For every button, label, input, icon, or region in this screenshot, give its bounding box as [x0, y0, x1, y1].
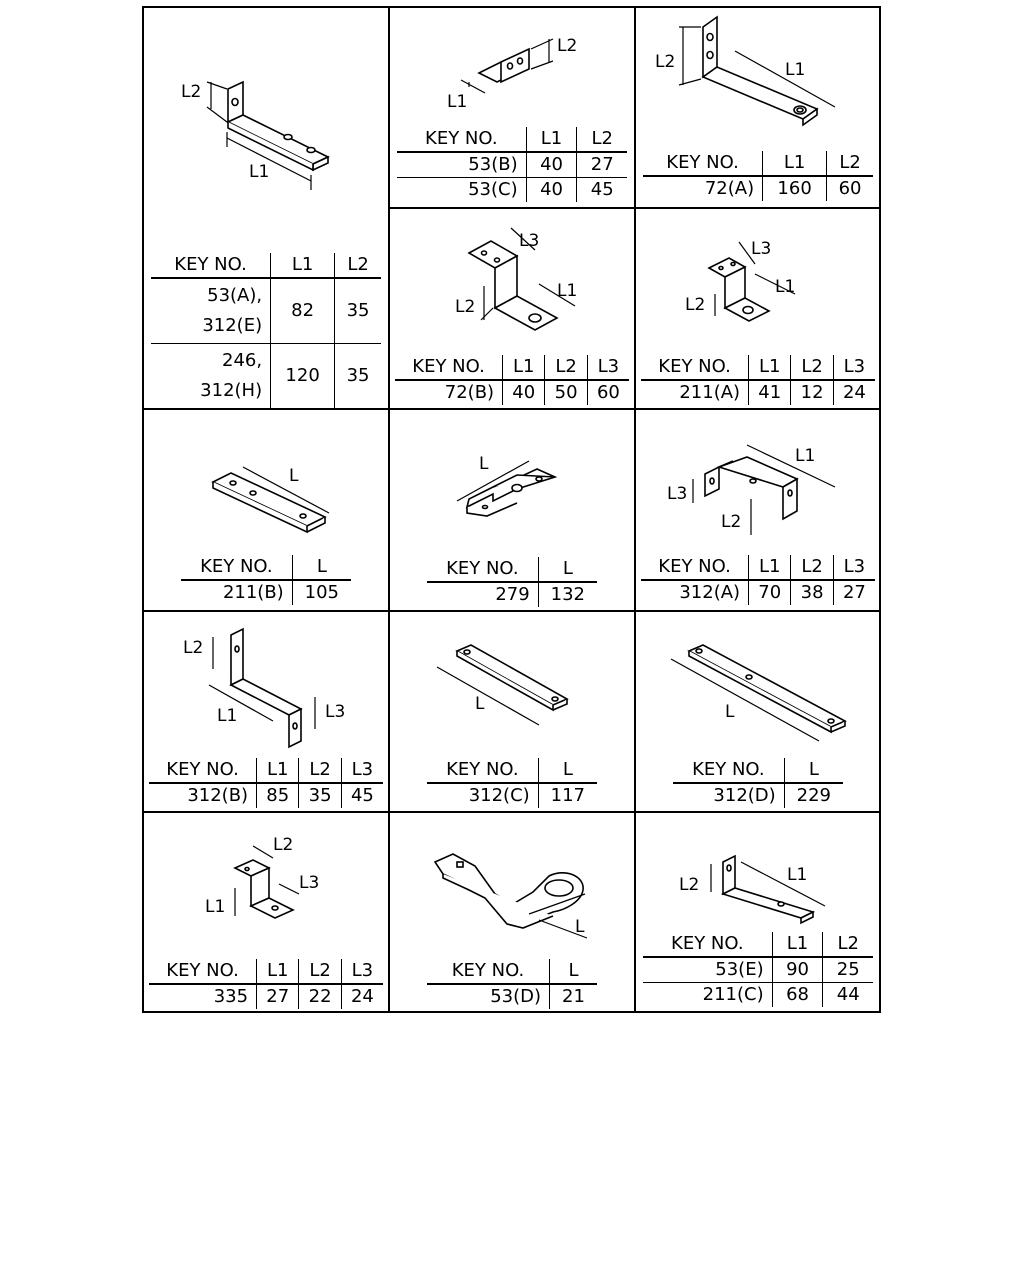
dimension-table [151, 253, 381, 408]
col-l3: L3 [833, 555, 875, 580]
key-no: 211(B) [222, 582, 284, 603]
value-l1: 40 [526, 152, 577, 178]
dimension-table [427, 959, 597, 1009]
col-l1: L1 [503, 355, 545, 380]
col-key: KEY NO. [427, 557, 538, 582]
cell-bracket-279 [389, 409, 635, 611]
value-l1: 40 [503, 380, 545, 405]
dimension-label-l: L [479, 454, 489, 474]
strap-drawing [389, 611, 635, 751]
table-row [395, 380, 629, 405]
table-row [427, 582, 597, 607]
value-l1: 27 [257, 984, 299, 1009]
key-no: 335 [213, 986, 249, 1007]
col-l2: L2 [791, 355, 833, 380]
cell-bracket-53a-246 [143, 7, 389, 409]
value-l3: 60 [587, 380, 629, 405]
col-key: KEY NO. [395, 355, 503, 380]
col-key: KEY NO. [643, 932, 772, 957]
key-no: 246, [222, 350, 263, 371]
col-l1: L1 [271, 253, 335, 278]
col-l: L [550, 959, 598, 984]
dimension-table [643, 932, 873, 1007]
value-l1: 120 [271, 344, 335, 409]
value-l1: 70 [749, 580, 791, 605]
key-no: 312(B) [187, 785, 249, 806]
value-l2: 27 [577, 152, 627, 178]
value-l2: 35 [299, 783, 341, 808]
key-no: 53(C) [397, 178, 526, 203]
col-l3: L3 [341, 959, 383, 984]
table-row [151, 344, 381, 409]
col-key: KEY NO. [149, 959, 257, 984]
dimension-label-l1: L1 [205, 897, 226, 917]
dimension-label-l2: L2 [181, 82, 202, 102]
small-bracket-drawing [389, 7, 635, 127]
value-l: 132 [538, 582, 597, 607]
dimension-label-l2: L2 [273, 835, 294, 855]
col-l1: L1 [526, 127, 577, 152]
dimension-label-l2: L2 [557, 36, 578, 56]
key-no: 211(C) [643, 983, 772, 1008]
col-l2: L2 [299, 758, 341, 783]
dimension-table [427, 557, 597, 607]
dimension-label-l3: L3 [325, 702, 346, 722]
col-l2: L2 [299, 959, 341, 984]
dimension-label-l2: L2 [685, 295, 706, 315]
value-l2: 60 [827, 176, 873, 201]
cell-bracket-312b [143, 611, 389, 812]
small-z-bracket-drawing [635, 208, 880, 353]
col-key: KEY NO. [149, 758, 257, 783]
value-l1: 85 [257, 783, 299, 808]
table-row [397, 178, 627, 203]
dimension-label-l: L [575, 917, 585, 937]
col-key: KEY NO. [641, 355, 749, 380]
col-l: L [538, 557, 597, 582]
value-l1: 160 [763, 176, 827, 201]
table-row [643, 957, 873, 983]
key-no: 312(A) [679, 582, 741, 603]
col-l2: L2 [577, 127, 627, 152]
value-l: 229 [784, 783, 843, 808]
dimension-label-l1: L1 [795, 446, 816, 466]
col-l1: L1 [772, 932, 823, 957]
cell-bracket-72a [635, 7, 880, 208]
table-row [641, 380, 875, 405]
col-key: KEY NO. [151, 253, 271, 278]
value-l2: 50 [545, 380, 587, 405]
value-l2: 22 [299, 984, 341, 1009]
table-row [427, 984, 597, 1009]
key-no: 312(D) [713, 785, 776, 806]
step-bracket-drawing [143, 812, 389, 952]
table-row [149, 984, 383, 1009]
offset-plate-drawing [389, 409, 635, 549]
col-l1: L1 [749, 555, 791, 580]
cell-bracket-312d [635, 611, 880, 812]
dimension-label-l3: L3 [667, 484, 688, 504]
table-row [397, 152, 627, 178]
dimension-label-l: L [725, 702, 735, 722]
col-l3: L3 [587, 355, 629, 380]
value-l3: 24 [341, 984, 383, 1009]
key-no: 72(A) [704, 178, 755, 199]
key-no: 53(D) [490, 986, 541, 1007]
col-l2: L2 [823, 932, 873, 957]
cell-bracket-53d [389, 812, 635, 1012]
dimension-label-l1: L1 [249, 162, 270, 182]
dimension-label-l2: L2 [679, 875, 700, 895]
key-no: 72(B) [444, 382, 495, 403]
table-row [643, 983, 873, 1008]
cell-bracket-53e-211c [635, 812, 880, 1012]
key-no: 211(A) [679, 382, 741, 403]
key-no: 312(H) [200, 380, 263, 401]
u-bracket-drawing [143, 611, 389, 756]
col-l2: L2 [827, 151, 873, 176]
col-l1: L1 [763, 151, 827, 176]
value-l2: 44 [823, 983, 873, 1008]
dimension-table [427, 758, 597, 808]
col-key: KEY NO. [641, 555, 749, 580]
long-l-bracket-drawing [635, 7, 880, 147]
key-no: 312(C) [468, 785, 530, 806]
value-l3: 45 [341, 783, 383, 808]
col-l2: L2 [545, 355, 587, 380]
col-l3: L3 [341, 758, 383, 783]
dimension-table [149, 959, 383, 1009]
cell-bracket-72b [389, 208, 635, 409]
key-no: 312(E) [202, 315, 263, 336]
value-l2: 12 [791, 380, 833, 405]
dimension-label-l3: L3 [519, 231, 540, 251]
key-no: 53(E) [715, 959, 764, 980]
dimension-table [641, 555, 875, 605]
col-l: L [784, 758, 843, 783]
cell-bracket-312c [389, 611, 635, 812]
table-row [149, 783, 383, 808]
col-l1: L1 [257, 758, 299, 783]
dimension-label-l1: L1 [217, 706, 238, 726]
dimension-table [643, 151, 873, 201]
col-l2: L2 [791, 555, 833, 580]
col-key: KEY NO. [643, 151, 763, 176]
dimension-label-l: L [475, 694, 485, 714]
value-l3: 27 [833, 580, 875, 605]
value-l: 105 [292, 580, 351, 605]
dimension-label-l1: L1 [775, 277, 796, 297]
value-l2: 35 [335, 344, 381, 409]
long-strap-drawing [635, 611, 880, 751]
cell-bracket-312a [635, 409, 880, 611]
dimension-label-l2: L2 [721, 512, 742, 532]
key-no: 53(B) [468, 154, 518, 175]
small-l-bracket-drawing [635, 812, 880, 932]
value-l3: 24 [833, 380, 875, 405]
col-key: KEY NO. [427, 959, 550, 984]
dimension-label-l1: L1 [447, 92, 468, 112]
dimension-label-l1: L1 [787, 865, 808, 885]
hat-bracket-drawing [635, 409, 880, 549]
key-no: 53(A), [207, 285, 263, 306]
dimension-table [641, 355, 875, 405]
dimension-label-l2: L2 [655, 52, 676, 72]
value-l1: 90 [772, 957, 823, 983]
dimension-label-l1: L1 [557, 281, 578, 301]
z-bracket-drawing [389, 208, 635, 353]
table-row [427, 783, 597, 808]
dimension-table [395, 355, 629, 405]
table-row [181, 580, 351, 605]
dimension-label-l3: L3 [299, 873, 320, 893]
col-key: KEY NO. [673, 758, 784, 783]
value-l1: 41 [749, 380, 791, 405]
col-l1: L1 [257, 959, 299, 984]
dimension-label-l2: L2 [183, 638, 204, 658]
dimension-table [673, 758, 843, 808]
value-l2: 45 [577, 178, 627, 203]
col-l: L [538, 758, 597, 783]
cell-bracket-53b-53c [389, 7, 635, 208]
table-row [151, 278, 381, 344]
key-no: 279 [495, 584, 530, 605]
value-l2: 38 [791, 580, 833, 605]
col-l2: L2 [335, 253, 381, 278]
value-l1: 82 [271, 278, 335, 344]
dimension-label-l3: L3 [751, 239, 772, 259]
value-l: 21 [550, 984, 598, 1009]
cell-bracket-335 [143, 812, 389, 1012]
table-row [673, 783, 843, 808]
col-l1: L1 [749, 355, 791, 380]
value-l1: 40 [526, 178, 577, 203]
col-l3: L3 [833, 355, 875, 380]
dimension-table [397, 127, 627, 202]
col-key: KEY NO. [427, 758, 538, 783]
table-row [643, 176, 873, 201]
col-key: KEY NO. [181, 555, 292, 580]
value-l2: 25 [823, 957, 873, 983]
table-row [641, 580, 875, 605]
dimension-label-l: L [289, 466, 299, 486]
value-l2: 35 [335, 278, 381, 344]
value-l: 117 [538, 783, 597, 808]
cell-bracket-211b [143, 409, 389, 611]
dimension-label-l2: L2 [455, 297, 476, 317]
dimension-label-l1: L1 [785, 60, 806, 80]
flat-plate-drawing [143, 409, 389, 549]
col-l: L [292, 555, 351, 580]
value-l1: 68 [772, 983, 823, 1008]
dimension-table [181, 555, 351, 605]
dimension-table [149, 758, 383, 808]
cell-bracket-211a [635, 208, 880, 409]
col-key: KEY NO. [397, 127, 526, 152]
ring-terminal-drawing [389, 812, 635, 952]
